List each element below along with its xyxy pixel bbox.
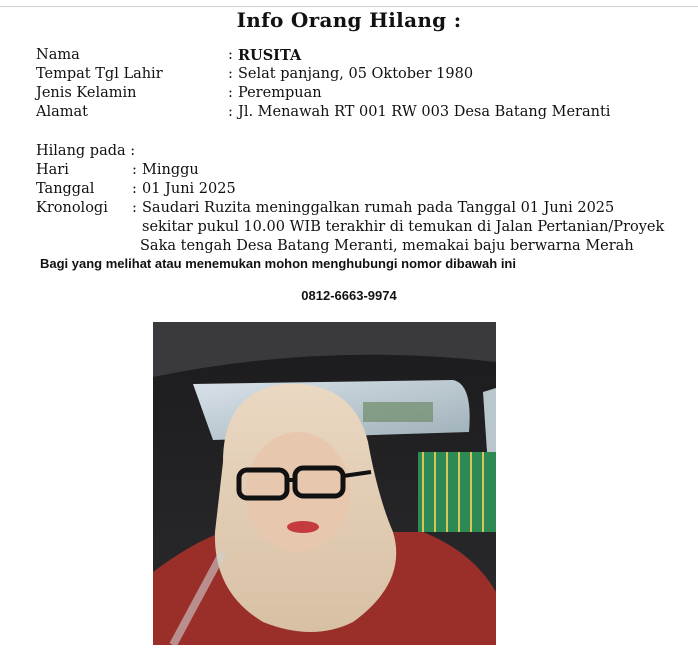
gender-label: Jenis Kelamin	[36, 85, 137, 101]
photo-illustration	[153, 322, 496, 645]
birth-label: Tempat Tgl Lahir	[36, 66, 163, 82]
day-colon: :	[132, 162, 137, 178]
address-label: Alamat	[36, 104, 88, 120]
chronology-line-3: Saka tengah Desa Batang Meranti, memakai baju berwarna Merah	[140, 238, 634, 254]
name-value: RUSITA	[238, 47, 302, 64]
date-colon: :	[132, 181, 137, 197]
missing-heading: Hilang pada :	[36, 143, 136, 159]
page-title: Info Orang Hilang :	[236, 8, 462, 32]
date-label: Tanggal	[36, 181, 95, 197]
date-value: 01 Juni 2025	[142, 181, 236, 197]
birth-value: Selat panjang, 05 Oktober 1980	[238, 66, 474, 82]
address-value: Jl. Menawah RT 001 RW 003 Desa Batang Meranti	[238, 104, 611, 120]
day-value: Minggu	[142, 162, 199, 178]
day-label: Hari	[36, 162, 69, 178]
birth-colon: :	[228, 66, 233, 82]
chronology-colon: :	[132, 200, 137, 216]
address-colon: :	[228, 104, 233, 120]
contact-notice: Bagi yang melihat atau menemukan mohon menghubungi nomor dibawah ini	[40, 256, 516, 271]
chronology-line-1: Saudari Ruzita meninggalkan rumah pada Tanggal 01 Juni 2025	[142, 200, 615, 216]
contact-phone: 0812-6663-9974	[301, 288, 397, 303]
missing-person-photo	[153, 322, 496, 645]
gender-value: Perempuan	[238, 85, 322, 101]
name-colon: :	[228, 47, 233, 63]
name-label: Nama	[36, 47, 80, 63]
chronology-line-2: sekitar pukul 10.00 WIB terakhir di temukan di Jalan Pertanian/Proyek	[142, 219, 665, 235]
page-top-border	[0, 6, 698, 7]
chronology-label: Kronologi	[36, 200, 108, 216]
gender-colon: :	[228, 85, 233, 101]
